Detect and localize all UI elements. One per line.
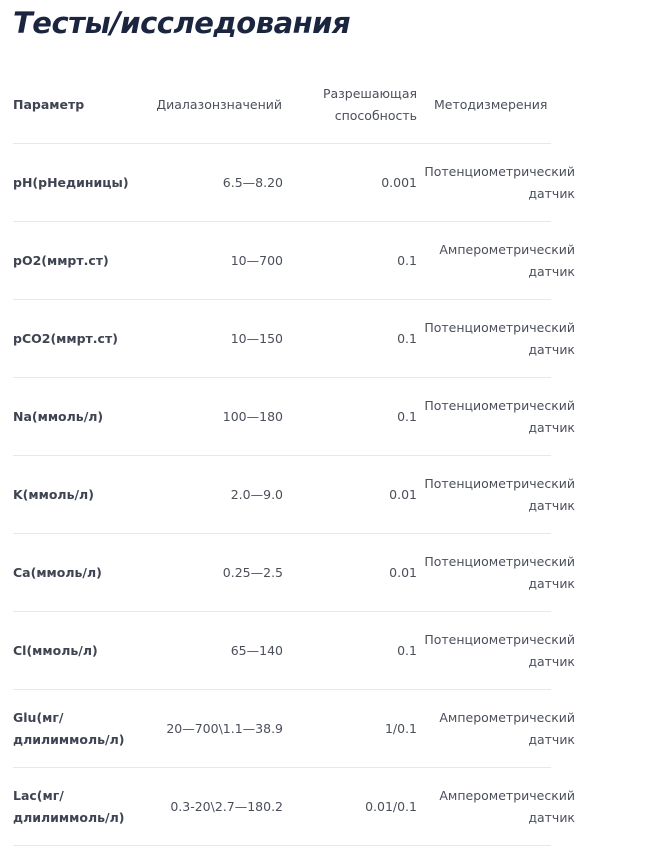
page-title: Тесты/исследования [13,6,351,40]
method-line1: Потенциометрический [424,475,575,491]
header-resolution [307,83,417,127]
method-line2: датчик [528,263,575,279]
table-header-row [13,66,551,144]
method-line2: датчик [528,185,575,201]
param-cell: K(ммоль/л) [13,486,94,502]
method-cell [417,317,575,361]
param-cell [13,707,153,751]
method-line1: Амперометрический [439,787,575,803]
method-line2: датчик [528,731,575,747]
header-param: Параметр [13,96,85,112]
range-cell: 2.0—9.0 [230,486,283,502]
range-cell: 20—700\1.1—38.9 [166,720,283,736]
method-line2: датчик [528,497,575,513]
table-row [13,300,575,378]
resolution-cell: 0.001 [381,174,417,190]
method-line2: датчик [528,419,575,435]
table-row [13,768,575,846]
method-line1: Потенциометрический [424,631,575,647]
method-cell [417,395,575,439]
method-line1: Потенциометрический [424,553,575,569]
method-line1: Потенциометрический [424,163,575,179]
param-cell: Cl(ммоль/л) [13,642,98,658]
range-cell: 6.5—8.20 [222,174,283,190]
method-line2: датчик [528,341,575,357]
resolution-cell: 0.01 [389,564,417,580]
param-cell: Ca(ммоль/л) [13,564,102,580]
header-resolution-line1: Разрешающая [322,85,417,101]
param-cell: Na(ммоль/л) [13,408,104,424]
table-row [13,456,575,534]
range-cell: 100—180 [222,408,283,424]
range-cell: 10—150 [230,330,283,346]
table-row [13,690,575,768]
method-cell [417,239,575,283]
method-cell [417,473,575,517]
table-row [13,378,575,456]
param-cell: pCO2(ммрт.ст) [13,330,118,346]
range-cell: 0.3-20\2.7—180.2 [170,798,283,814]
resolution-cell: 1/0.1 [384,720,417,736]
resolution-cell: 0.01 [389,486,417,502]
method-cell [417,629,575,673]
method-line1: Потенциометрический [424,319,575,335]
table-row [13,222,575,300]
method-cell [417,551,575,595]
param-line2: длилиммоль/л) [13,809,125,825]
header-range: Диалазонзначений [156,96,282,112]
header-method: Методизмерения [434,96,548,112]
param-cell: pH(pHединицы) [13,174,129,190]
table-row [13,534,575,612]
param-line1: Glu(мг/ [13,709,64,725]
table-row [13,144,575,222]
method-cell [417,161,575,205]
method-cell [417,785,575,829]
param-cell [13,785,153,829]
range-cell: 10—700 [230,252,283,268]
method-line1: Потенциометрический [424,397,575,413]
resolution-cell: 0.01/0.1 [365,798,417,814]
method-line1: Амперометрический [439,241,575,257]
param-cell: pO2(ммрт.ст) [13,252,109,268]
header-resolution-line2: способность [334,107,417,123]
resolution-cell: 0.1 [397,252,417,268]
method-line2: датчик [528,653,575,669]
method-line1: Амперометрический [439,709,575,725]
method-line2: датчик [528,575,575,591]
range-cell: 0.25—2.5 [222,564,283,580]
method-cell [417,707,575,751]
tests-table [13,66,575,846]
resolution-cell: 0.1 [397,408,417,424]
resolution-cell: 0.1 [397,330,417,346]
param-line1: Lac(мг/ [13,787,64,803]
method-line2: датчик [528,809,575,825]
range-cell: 65—140 [230,642,283,658]
param-line2: длилиммоль/л) [13,731,125,747]
table-row [13,612,575,690]
resolution-cell: 0.1 [397,642,417,658]
